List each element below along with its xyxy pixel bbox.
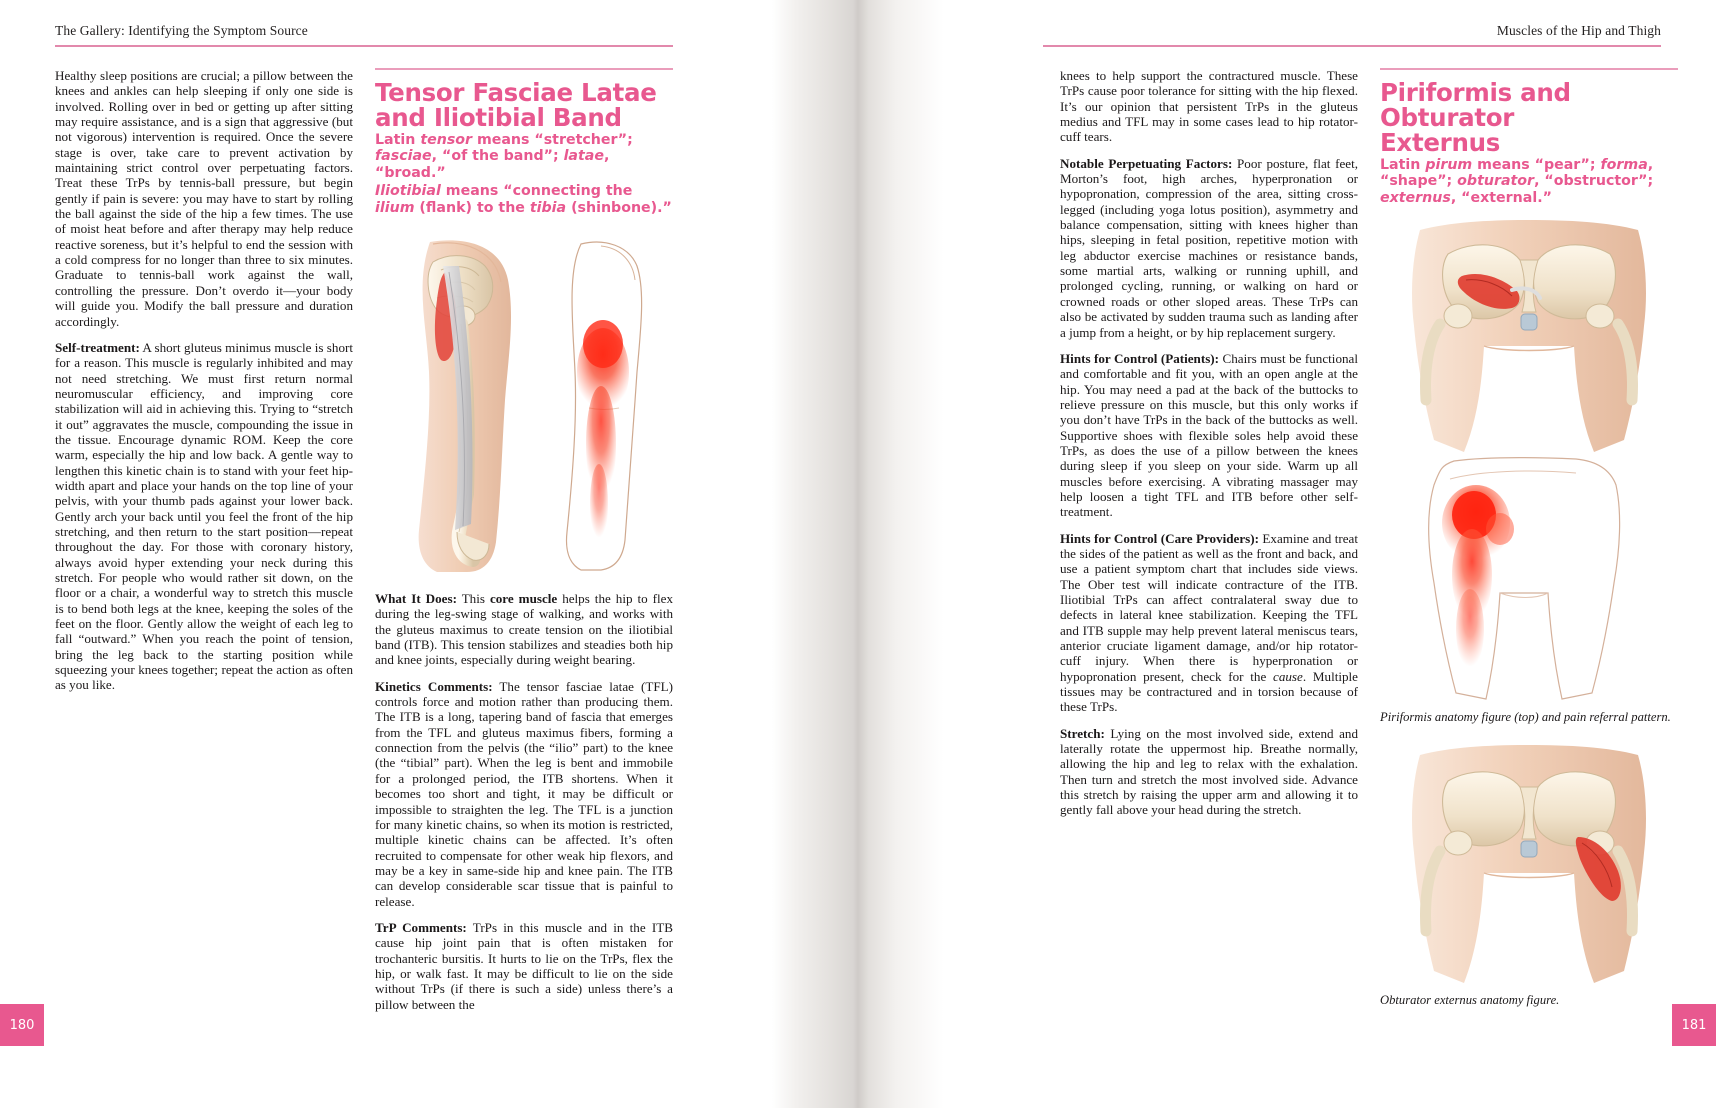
figure-caption-piriformis: Piriformis anatomy figure (top) and pain referral pattern. — [1380, 710, 1671, 725]
running-head-right: Muscles of the Hip and Thigh — [1496, 23, 1661, 38]
text-what-it-does-b: helps the hip to flex during the leg-swing stage of walking, and works with the gluteus maximus to create tension on the iliotibial band (ITB). This tension stabilizes and steadies both hip and knee joints, especially during weight bearing. — [375, 591, 673, 668]
latin-end: , “broad.” — [375, 148, 610, 181]
latin-mid-7: , “obstructor”; — [1534, 173, 1654, 190]
section-rule — [375, 68, 673, 70]
latin-etymology-2 — [375, 183, 673, 216]
paragraph-hints-care-providers — [1060, 531, 1358, 715]
header-rule-left — [55, 45, 673, 47]
text-kinetics-comments: The tensor fasciae latae (TFL) controls force and motion rather than producing them. The ITB is a long, tapering band of fascia that emerges from the TFL and gluteus maximus fibers, forming a connection from the pelvis (the “ilio” part) to the knee (the “tibial” part). When the leg is bent and immobile for a prolonged period, the ITB shortens. When it becomes too short and tight, it may be difficult or impossible to straighten the leg. The TFL is a junction for many kinetic chains, so when its motion is restricted, multiple kinetic chains can be affected. It’s often recruited to compensate for other weak hip flexors, and may be a key in same-side hip and knee pain. The ITB can develop considerable scar tissue that is painful to release. — [375, 678, 673, 909]
label-kinetics-comments: Kinetics Comments: — [375, 678, 493, 694]
label-what-it-does: What It Does: — [375, 591, 457, 607]
tfl-itb-illustration — [375, 232, 673, 577]
text-what-it-does-a: This — [456, 591, 490, 607]
paragraph-stretch — [1060, 726, 1358, 818]
latin-mid-2: , “of the band”; — [431, 148, 564, 165]
paragraph-kinetics-comments — [375, 679, 673, 909]
paragraph-perpetuating-factors — [1060, 156, 1358, 340]
section-title-line1: Tensor Fasciae Latae — [375, 78, 657, 107]
paragraph-self-treatment — [55, 340, 353, 693]
obturator-externus-illustration — [1380, 745, 1678, 985]
latin-end-2: (shinbone).” — [566, 199, 672, 216]
text-stretch: Lying on the most involved side, extend and laterally rotate the uppermost hip. Breathe normally, allowing the hip and leg to relax with the exhalation. Then turn and stretch the most involved side. Advance this stretch by raising the upper arm and allowing it to gently fall above your head during the stretch. — [1060, 725, 1358, 818]
pain-referral-view — [567, 242, 642, 570]
figure-caption-obturator: Obturator externus anatomy figure. — [1380, 993, 1560, 1008]
left-page-column-1 — [55, 68, 353, 1012]
piriformis-pain-referral-pattern-figure — [1380, 457, 1678, 702]
left-page — [0, 0, 772, 1108]
left-page-columns — [55, 68, 673, 1012]
term-core-muscle: core muscle — [489, 591, 558, 607]
header-rule-right — [1043, 45, 1661, 47]
section-title-2 — [1380, 80, 1678, 155]
latin-mid-1: means “stretcher”; — [472, 132, 633, 148]
latin-word-obturator: obturator — [1457, 173, 1535, 190]
latin-pre: Latin — [375, 132, 421, 148]
text-hints-care-b: . Multiple tissues may be contractured and in torsion because of these TrPs. — [1060, 668, 1358, 715]
latin-word-pirum: pirum — [1425, 157, 1473, 173]
piriformis-anatomy-figure — [1380, 220, 1678, 455]
section-title-2-line2: Externus — [1380, 128, 1501, 157]
paragraph-hints-patients — [1060, 351, 1358, 520]
page-number-left: 180 — [0, 1004, 44, 1046]
latin-word-fasciae: fasciae — [375, 148, 432, 165]
text-hints-care-a: Examine and treat the sides of the patient as well as the front and back, and use a patient symptom chart that includes side views. The Ober test will indicate contracture of the ITB. Iliotibial TrPs can affect contralateral sway due to defects in lateral knee stabilization. Keeping the TFL and ITB supple may help prevent lateral meniscus tears, anterior cruciate ligament damage, and/or hip rotator-cuff injury. When there is hyperpronation or hypopronation present, check for the — [1060, 530, 1358, 684]
latin-word-externus: externus — [1380, 189, 1451, 206]
latin-word-tibia: tibia — [529, 199, 567, 216]
piriformis-referral-illustration — [1380, 457, 1678, 702]
latin-mid-4: (flank) to the — [414, 199, 530, 216]
paragraph-sleep-positions: Healthy sleep positions are crucial; a pillow between the knees and ankles can help sleeping if only one side is involved. Rolling over in bed or getting up after sitting may require assistance, and is a sign that aggressive (but not vigorous) intervention is required. Once the severe stage is over, take care to prevent activation by maintaining strict control over perpetuating factors. Treat these TrPs by tennis-ball pressure, but begin gently if pain is severe: you may have to start by rolling the ball against the side of the hip a few times. The use of moist heat before and after therapy may help reduce reactive soreness, but it’s helpful to end the session with a cold compress for no longer than three to six minutes. Graduate to tennis-ball work against the wall, controlling the pressure. Don’t overdo it—your body will guide you. Modify the ball pressure and duration accordingly. — [55, 68, 353, 329]
obturator-externus-anatomy-figure — [1380, 745, 1678, 985]
right-page-column-2 — [1380, 68, 1678, 1008]
label-perpetuating-factors: Notable Perpetuating Factors: — [1060, 155, 1233, 171]
leg-anatomy-view — [419, 240, 511, 572]
label-self-treatment: Self-treatment: — [55, 339, 140, 355]
section-title — [375, 80, 673, 130]
book-gutter-shadow — [772, 0, 944, 1108]
tfl-itb-figure — [375, 232, 673, 577]
latin-pre-2: Latin — [1380, 157, 1426, 173]
latin-word-ilium: ilium — [375, 199, 415, 216]
latin-mid-3: means “connecting the — [440, 183, 633, 200]
paragraph-what-it-does — [375, 591, 673, 668]
page-number-right: 181 — [1672, 1004, 1716, 1046]
text-perpetuating-factors: Poor posture, flat feet, Morton’s foot, high arches, hyperpronation or hypopronation, compression of the area, sitting cross-legged (including yoga lotus position), asymmetry and balance compensation, sitting with knees higher than hips, sleeping in fetal position, repetitive motion with leg abductor exercise machines or resistance bands, some martial arts, walking or running uphill, and prolonged cycling, running, or walking on hard or crowned roads or other sloped areas. These TrPs can also be activated by sudden trauma such as landing after a jump from a height, or by hip replacement surgery. — [1060, 155, 1359, 340]
latin-etymology-1 — [375, 132, 673, 181]
label-hints-care-providers: Hints for Control (Care Providers): — [1060, 530, 1259, 546]
latin-word-tensor: tensor — [420, 132, 473, 148]
latin-etymology-3 — [1380, 157, 1678, 206]
piriformis-illustration — [1380, 220, 1678, 455]
paragraph-knees-support: knees to help support the contractured muscle. These TrPs cause poor tolerance for sitting with the hip flexed. It’s our opinion that persistent TrPs in the gluteus medius and TFL may in some cases lead to hip rotator-cuff tears. — [1060, 68, 1358, 145]
section-title-2-line1: Piriformis and Obturator — [1380, 78, 1571, 132]
text-trp-comments: TrPs in this muscle and in the ITB cause hip joint pain that is often mistaken for trochanteric bursitis. It hurts to lie on the TrPs, flex the hip, or walk fast. It may be difficult to lie on the side without TrPs (if there is such a side) unless there’s a pillow between the — [375, 919, 673, 1012]
section-rule-2 — [1380, 68, 1678, 70]
running-head-left: The Gallery: Identifying the Symptom Source — [55, 23, 308, 38]
latin-word-iliotibial: Iliotibial — [375, 183, 441, 200]
latin-end-3: , “external.” — [1450, 189, 1552, 206]
section-header-piriformis — [1380, 68, 1678, 206]
latin-mid-5: means “pear”; — [1472, 157, 1601, 173]
label-stretch: Stretch: — [1060, 725, 1105, 741]
label-hints-patients: Hints for Control (Patients): — [1060, 350, 1220, 366]
latin-mid-6: , “shape”; — [1380, 157, 1654, 190]
right-page-column-1 — [1060, 68, 1358, 1008]
text-self-treatment: A short gluteus minimus muscle is short for a reason. This muscle is regularly inhibited and may not need stretching. We must first return normal neuromuscular efficiency, and improving core stabilization will aid in achieving this. Trying to “stretch it out” aggravates the muscle, compounding the issue in the tissue. Encourage dynamic ROM. Keep the core warm, especially the hip and low back. A gentle way to lengthen this kinetic chain is to stand with your feet hip-width apart and place your hands on the top line of your pelvis, with your thumb pads against your lower back. Gently arch your back until you feel the front of the hip stretching, and then return to the start position—repeat throughout the day. For those with coronary history, always avoid hyper extending your neck during this stretch. For people who would rather sit down, on the floor or a chair, a wonderful way to stretch this muscle is to bend both legs at the knee, keeping the soles of the feet on the floor. Gently allow the weight of each leg to fall “outward.” When you reach the point of tension, bring the leg back to the starting position while squeezing your knees together; repeat the action as often as you like. — [55, 339, 353, 693]
right-page — [944, 0, 1716, 1108]
section-header-tensor-fasciae-latae — [375, 68, 673, 216]
left-page-column-2 — [375, 68, 673, 1012]
right-page-columns — [1060, 68, 1678, 1008]
section-title-line2: and Iliotibial Band — [375, 103, 622, 132]
term-cause: cause — [1273, 668, 1303, 684]
label-trp-comments: TrP Comments: — [375, 919, 467, 935]
paragraph-trp-comments — [375, 920, 673, 1012]
latin-word-latae: latae — [563, 148, 604, 165]
latin-word-forma: forma — [1600, 157, 1648, 173]
text-hints-patients: Chairs must be functional and comfortable and fit you, with an open angle at the hip. You may need a pad at the back of the buttocks to relieve pressure on this muscle, but this only works if you don’t have TrPs in the back of the buttocks as well. Supportive shoes with flexible soles help avoid these TrPs, as does the use of a pillow between the knees during sleep if you sleep on your side. Warm up all muscles before exercising. A vibrating massager may help loosen a tight TFL and ITB before other self-treatment. — [1060, 350, 1358, 520]
